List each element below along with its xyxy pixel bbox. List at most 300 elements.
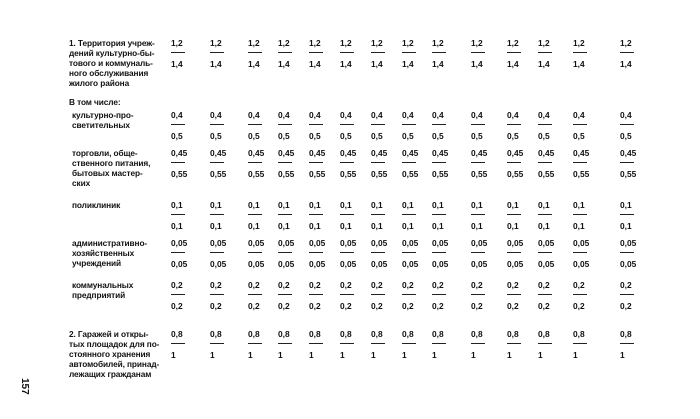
fraction-bar	[573, 162, 587, 163]
fraction-bar	[371, 52, 385, 53]
numerator: 0,2	[210, 280, 222, 290]
denominator: 0,1	[538, 221, 550, 231]
denominator: 0,55	[309, 169, 326, 179]
fraction-bar	[507, 343, 521, 344]
numerator: 0,4	[620, 110, 632, 120]
numerator: 0,05	[620, 238, 637, 248]
fraction-bar	[248, 162, 262, 163]
fraction-bar	[278, 294, 292, 295]
fraction-bar	[507, 124, 521, 125]
denominator: 0,05	[340, 259, 357, 269]
fraction-cell	[340, 238, 370, 269]
denominator: 0,05	[471, 259, 488, 269]
section-label: В том числе:	[69, 97, 121, 107]
numerator: 0,1	[210, 200, 222, 210]
denominator: 0,2	[309, 301, 321, 311]
fraction-cell	[573, 38, 603, 69]
numerator: 1,2	[432, 38, 444, 48]
fraction-cell	[210, 200, 240, 231]
fraction-bar	[402, 214, 416, 215]
denominator: 0,2	[432, 301, 444, 311]
denominator: 0,2	[171, 301, 183, 311]
numerator: 0,05	[171, 238, 188, 248]
fraction-bar	[340, 124, 354, 125]
numerator: 0,2	[538, 280, 550, 290]
numerator: 0,8	[538, 329, 550, 339]
numerator: 0,05	[573, 238, 590, 248]
fraction-bar	[371, 252, 385, 253]
denominator: 0,5	[402, 131, 414, 141]
numerator: 0,1	[278, 200, 290, 210]
fraction-bar	[471, 52, 485, 53]
numerator: 0,1	[620, 200, 632, 210]
fraction-bar	[171, 252, 185, 253]
fraction-cell	[507, 148, 537, 179]
numerator: 0,4	[248, 110, 260, 120]
denominator: 0,05	[538, 259, 555, 269]
numerator: 0,45	[210, 148, 227, 158]
fraction-cell	[538, 38, 568, 69]
numerator: 0,8	[432, 329, 444, 339]
fraction-cell	[371, 38, 401, 69]
fraction-bar	[340, 214, 354, 215]
denominator: 1,4	[278, 59, 290, 69]
row-label: коммунальных предприятий	[72, 280, 134, 300]
fraction-cell	[371, 238, 401, 269]
fraction-cell	[171, 238, 201, 269]
numerator: 0,2	[309, 280, 321, 290]
fraction-cell	[309, 110, 339, 141]
fraction-cell	[309, 329, 339, 360]
fraction-cell	[620, 200, 650, 231]
fraction-bar	[573, 214, 587, 215]
fraction-bar	[432, 294, 446, 295]
numerator: 0,2	[432, 280, 444, 290]
fraction-bar	[371, 214, 385, 215]
denominator: 1	[432, 350, 437, 360]
denominator: 0,5	[340, 131, 352, 141]
fraction-bar	[402, 52, 416, 53]
numerator: 1,2	[538, 38, 550, 48]
denominator: 0,5	[278, 131, 290, 141]
fraction-bar	[471, 294, 485, 295]
fraction-bar	[309, 52, 323, 53]
numerator: 0,8	[171, 329, 183, 339]
denominator: 0,55	[278, 169, 295, 179]
numerator: 0,1	[248, 200, 260, 210]
numerator: 0,8	[278, 329, 290, 339]
fraction-cell	[248, 110, 278, 141]
fraction-cell	[432, 280, 462, 311]
fraction-bar	[573, 124, 587, 125]
numerator: 0,1	[507, 200, 519, 210]
numerator: 1,2	[171, 38, 183, 48]
fraction-cell	[471, 238, 501, 269]
numerator: 0,2	[507, 280, 519, 290]
numerator: 0,2	[573, 280, 585, 290]
fraction-cell	[210, 38, 240, 69]
fraction-bar	[471, 162, 485, 163]
fraction-cell	[278, 238, 308, 269]
fraction-bar	[248, 214, 262, 215]
denominator: 1	[278, 350, 283, 360]
fraction-bar	[402, 343, 416, 344]
fraction-bar	[171, 124, 185, 125]
denominator: 0,1	[171, 221, 183, 231]
denominator: 1	[471, 350, 476, 360]
row-label: административно- хозяйственных учреждений	[72, 238, 148, 268]
fraction-cell	[210, 148, 240, 179]
denominator: 1	[573, 350, 578, 360]
numerator: 1,2	[309, 38, 321, 48]
denominator: 1,4	[309, 59, 321, 69]
fraction-cell	[507, 38, 537, 69]
row-label: 2. Гаражей и откры- тых площадок для по- стоянного хранения автомобилей, принад- лежащих гражданам	[69, 329, 160, 379]
fraction-cell	[248, 329, 278, 360]
fraction-bar	[278, 214, 292, 215]
fraction-bar	[507, 214, 521, 215]
fraction-cell	[171, 329, 201, 360]
fraction-bar	[507, 294, 521, 295]
fraction-cell	[573, 200, 603, 231]
fraction-cell	[248, 38, 278, 69]
fraction-bar	[573, 52, 587, 53]
denominator: 1,4	[210, 59, 222, 69]
numerator: 0,4	[309, 110, 321, 120]
numerator: 0,45	[573, 148, 590, 158]
fraction-bar	[248, 252, 262, 253]
numerator: 1,2	[371, 38, 383, 48]
fraction-bar	[309, 343, 323, 344]
denominator: 0,2	[210, 301, 222, 311]
fraction-bar	[471, 343, 485, 344]
denominator: 1	[371, 350, 376, 360]
fraction-cell	[340, 200, 370, 231]
denominator: 0,1	[278, 221, 290, 231]
denominator: 1	[538, 350, 543, 360]
fraction-cell	[573, 110, 603, 141]
fraction-cell	[402, 238, 432, 269]
denominator: 1	[210, 350, 215, 360]
numerator: 1,2	[471, 38, 483, 48]
row-label: 1. Территория учреж- дений культурно-бы- тового и коммуналь- ного обслуживания жилого района	[69, 38, 155, 88]
fraction-cell	[171, 38, 201, 69]
fraction-cell	[620, 110, 650, 141]
numerator: 1,2	[620, 38, 632, 48]
numerator: 0,1	[573, 200, 585, 210]
fraction-bar	[340, 52, 354, 53]
numerator: 1,2	[573, 38, 585, 48]
denominator: 0,05	[248, 259, 265, 269]
numerator: 0,4	[432, 110, 444, 120]
denominator: 1,4	[402, 59, 414, 69]
numerator: 0,8	[340, 329, 352, 339]
fraction-cell	[278, 329, 308, 360]
fraction-bar	[340, 162, 354, 163]
numerator: 0,8	[573, 329, 585, 339]
denominator: 0,55	[432, 169, 449, 179]
fraction-bar	[371, 162, 385, 163]
denominator: 0,05	[371, 259, 388, 269]
denominator: 1,4	[248, 59, 260, 69]
fraction-cell	[309, 200, 339, 231]
row-label: культурно-про- светительных	[72, 110, 134, 130]
numerator: 1,2	[278, 38, 290, 48]
denominator: 0,5	[620, 131, 632, 141]
fraction-cell	[620, 280, 650, 311]
denominator: 0,5	[573, 131, 585, 141]
numerator: 0,8	[210, 329, 222, 339]
numerator: 0,45	[620, 148, 637, 158]
fraction-bar	[278, 162, 292, 163]
fraction-bar	[340, 294, 354, 295]
denominator: 0,55	[471, 169, 488, 179]
denominator: 1	[340, 350, 345, 360]
fraction-cell	[471, 148, 501, 179]
fraction-bar	[471, 252, 485, 253]
fraction-cell	[210, 238, 240, 269]
fraction-bar	[538, 294, 552, 295]
numerator: 0,2	[171, 280, 183, 290]
fraction-cell	[620, 329, 650, 360]
fraction-cell	[471, 329, 501, 360]
fraction-bar	[402, 124, 416, 125]
fraction-bar	[538, 252, 552, 253]
numerator: 0,45	[309, 148, 326, 158]
fraction-bar	[507, 52, 521, 53]
numerator: 0,4	[278, 110, 290, 120]
denominator: 0,1	[573, 221, 585, 231]
fraction-cell	[402, 110, 432, 141]
fraction-cell	[538, 148, 568, 179]
numerator: 1,2	[248, 38, 260, 48]
denominator: 1	[402, 350, 407, 360]
numerator: 0,1	[471, 200, 483, 210]
denominator: 1	[620, 350, 625, 360]
denominator: 0,2	[573, 301, 585, 311]
fraction-cell	[371, 110, 401, 141]
denominator: 0,2	[248, 301, 260, 311]
fraction-bar	[171, 52, 185, 53]
denominator: 0,5	[210, 131, 222, 141]
denominator: 0,55	[210, 169, 227, 179]
fraction-bar	[620, 343, 634, 344]
fraction-bar	[371, 124, 385, 125]
fraction-bar	[371, 343, 385, 344]
fraction-bar	[573, 343, 587, 344]
denominator: 0,5	[171, 131, 183, 141]
numerator: 0,1	[371, 200, 383, 210]
numerator: 0,2	[340, 280, 352, 290]
fraction-bar	[309, 294, 323, 295]
numerator: 0,8	[402, 329, 414, 339]
denominator: 0,55	[340, 169, 357, 179]
fraction-bar	[402, 294, 416, 295]
numerator: 1,2	[402, 38, 414, 48]
denominator: 0,05	[309, 259, 326, 269]
numerator: 0,05	[471, 238, 488, 248]
fraction-bar	[538, 52, 552, 53]
fraction-bar	[210, 162, 224, 163]
denominator: 0,55	[507, 169, 524, 179]
denominator: 0,05	[278, 259, 295, 269]
fraction-cell	[171, 148, 201, 179]
fraction-cell	[402, 200, 432, 231]
denominator: 0,1	[340, 221, 352, 231]
denominator: 1,4	[620, 59, 632, 69]
denominator: 0,5	[432, 131, 444, 141]
fraction-bar	[278, 252, 292, 253]
denominator: 0,1	[471, 221, 483, 231]
denominator: 0,55	[573, 169, 590, 179]
fraction-bar	[507, 162, 521, 163]
denominator: 0,55	[402, 169, 419, 179]
fraction-cell	[210, 280, 240, 311]
numerator: 0,1	[432, 200, 444, 210]
numerator: 0,05	[432, 238, 449, 248]
fraction-cell	[402, 148, 432, 179]
fraction-bar	[432, 252, 446, 253]
fraction-cell	[278, 200, 308, 231]
numerator: 0,45	[507, 148, 524, 158]
fraction-bar	[210, 214, 224, 215]
fraction-bar	[471, 214, 485, 215]
denominator: 0,1	[507, 221, 519, 231]
numerator: 0,45	[432, 148, 449, 158]
fraction-bar	[248, 294, 262, 295]
numerator: 0,8	[620, 329, 632, 339]
numerator: 0,8	[371, 329, 383, 339]
numerator: 0,8	[309, 329, 321, 339]
fraction-bar	[432, 162, 446, 163]
fraction-cell	[538, 110, 568, 141]
numerator: 0,05	[340, 238, 357, 248]
fraction-cell	[210, 110, 240, 141]
numerator: 0,4	[573, 110, 585, 120]
fraction-bar	[248, 124, 262, 125]
denominator: 0,5	[538, 131, 550, 141]
fraction-cell	[248, 148, 278, 179]
numerator: 0,05	[278, 238, 295, 248]
numerator: 0,45	[278, 148, 295, 158]
fraction-bar	[309, 214, 323, 215]
denominator: 0,1	[210, 221, 222, 231]
fraction-bar	[309, 124, 323, 125]
numerator: 0,4	[471, 110, 483, 120]
fraction-cell	[432, 148, 462, 179]
denominator: 1,4	[507, 59, 519, 69]
fraction-cell	[340, 110, 370, 141]
fraction-cell	[340, 148, 370, 179]
denominator: 0,05	[432, 259, 449, 269]
fraction-cell	[507, 238, 537, 269]
fraction-bar	[507, 252, 521, 253]
fraction-cell	[309, 238, 339, 269]
fraction-cell	[309, 38, 339, 69]
fraction-cell	[573, 238, 603, 269]
fraction-bar	[171, 294, 185, 295]
denominator: 0,2	[402, 301, 414, 311]
denominator: 0,05	[620, 259, 637, 269]
numerator: 0,2	[471, 280, 483, 290]
fraction-bar	[432, 214, 446, 215]
fraction-cell	[620, 38, 650, 69]
fraction-bar	[210, 343, 224, 344]
numerator: 0,1	[340, 200, 352, 210]
fraction-bar	[340, 252, 354, 253]
fraction-bar	[620, 162, 634, 163]
numerator: 0,05	[402, 238, 419, 248]
fraction-bar	[538, 124, 552, 125]
fraction-bar	[278, 52, 292, 53]
fraction-bar	[248, 52, 262, 53]
denominator: 0,05	[507, 259, 524, 269]
denominator: 0,2	[278, 301, 290, 311]
denominator: 0,2	[471, 301, 483, 311]
denominator: 0,2	[340, 301, 352, 311]
fraction-bar	[210, 124, 224, 125]
fraction-cell	[507, 110, 537, 141]
fraction-cell	[432, 238, 462, 269]
fraction-cell	[278, 280, 308, 311]
row-label: поликлиник	[72, 200, 121, 210]
numerator: 0,4	[371, 110, 383, 120]
fraction-bar	[538, 343, 552, 344]
denominator: 0,2	[620, 301, 632, 311]
fraction-bar	[620, 252, 634, 253]
fraction-cell	[210, 329, 240, 360]
numerator: 0,05	[309, 238, 326, 248]
fraction-cell	[471, 38, 501, 69]
numerator: 0,4	[507, 110, 519, 120]
numerator: 0,45	[171, 148, 188, 158]
fraction-cell	[538, 200, 568, 231]
fraction-bar	[171, 214, 185, 215]
denominator: 0,1	[309, 221, 321, 231]
denominator: 1	[309, 350, 314, 360]
fraction-cell	[507, 280, 537, 311]
fraction-bar	[278, 124, 292, 125]
denominator: 1	[248, 350, 253, 360]
numerator: 0,4	[538, 110, 550, 120]
fraction-cell	[573, 280, 603, 311]
numerator: 0,2	[620, 280, 632, 290]
fraction-cell	[471, 200, 501, 231]
fraction-cell	[309, 280, 339, 311]
fraction-bar	[402, 252, 416, 253]
fraction-bar	[538, 162, 552, 163]
numerator: 0,8	[507, 329, 519, 339]
numerator: 1,2	[340, 38, 352, 48]
fraction-cell	[471, 110, 501, 141]
numerator: 0,45	[340, 148, 357, 158]
fraction-bar	[248, 343, 262, 344]
denominator: 0,55	[371, 169, 388, 179]
fraction-bar	[210, 252, 224, 253]
fraction-bar	[210, 294, 224, 295]
denominator: 0,05	[573, 259, 590, 269]
fraction-bar	[538, 214, 552, 215]
numerator: 0,1	[538, 200, 550, 210]
fraction-cell	[620, 238, 650, 269]
numerator: 0,2	[402, 280, 414, 290]
fraction-cell	[171, 200, 201, 231]
fraction-bar	[171, 162, 185, 163]
denominator: 1,4	[432, 59, 444, 69]
numerator: 0,1	[402, 200, 414, 210]
denominator: 0,1	[432, 221, 444, 231]
fraction-cell	[432, 110, 462, 141]
